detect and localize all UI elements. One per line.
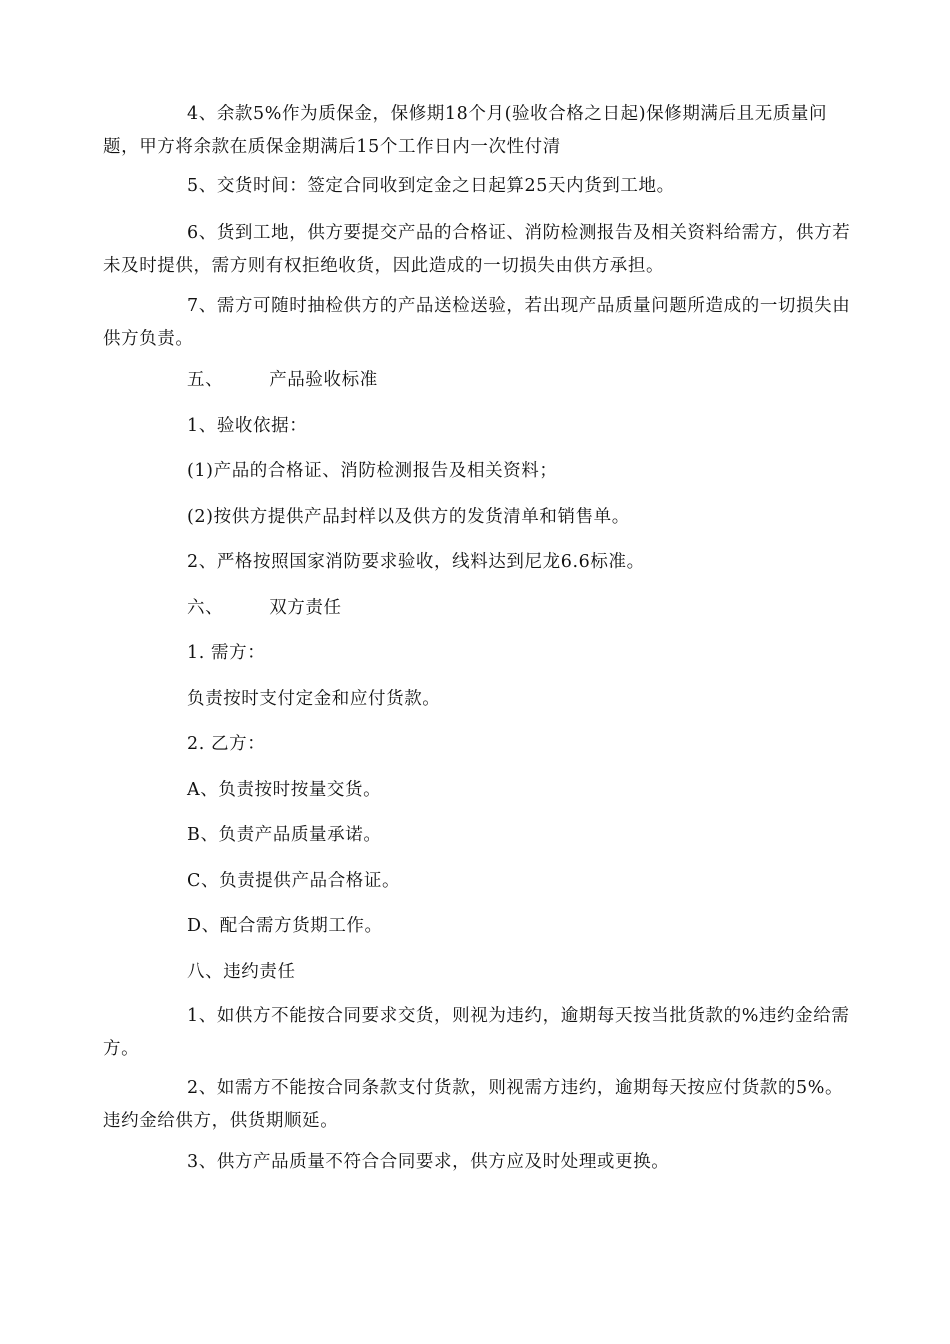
list-item: 2. 乙方：: [187, 734, 266, 754]
section-number: 五、: [187, 370, 224, 390]
section-heading-breach: 八、违约责任: [187, 962, 296, 982]
paragraph-quality-nonconformance: 3、供方产品质量不符合合同要求，供方应及时处理或更换。: [187, 1152, 670, 1172]
section-heading-responsibilities: [187, 592, 935, 625]
paragraph-buyer-breach: 2、如需方不能按合同条款支付货款，则视需方违约，逾期每天按应付货款的5%。违约金给供方，供货期顺延。: [103, 1078, 844, 1131]
section-number: 六、: [187, 598, 224, 618]
list-item: (1)产品的合格证、消防检测报告及相关资料；: [187, 461, 558, 481]
paragraph-delivery-time: 5、交货时间：签定合同收到定金之日起算25天内货到工地。: [187, 176, 675, 196]
list-item: D、配合需方货期工作。: [187, 916, 383, 936]
paragraph-retention-payment: 4、余款5%作为质保金，保修期18个月(验收合格之日起)保修期满后且无质量问题，甲方将余款在质保金期满后15个工作日内一次性付清: [103, 104, 828, 157]
list-item: C、负责提供产品合格证。: [187, 871, 401, 891]
list-item: B、负责产品质量承诺。: [187, 825, 382, 845]
list-item: A、负责按时按量交货。: [187, 780, 382, 800]
list-item: 2、严格按照国家消防要求验收，线料达到尼龙6.6标准。: [187, 552, 645, 572]
section-title: 双方责任: [269, 598, 342, 618]
paragraph-supplier-breach: 1、如供方不能按合同要求交货，则视为违约，逾期每天按当批货款的%违约金给需方。: [103, 1006, 850, 1059]
paragraph-spot-check: 7、需方可随时抽检供方的产品送检送验，若出现产品质量问题所造成的一切损失由供方负责。: [103, 296, 851, 349]
list-item: 1. 需方：: [187, 643, 266, 663]
paragraph-delivery-documents: 6、货到工地，供方要提交产品的合格证、消防检测报告及相关资料给需方，供方若未及时提供，需方则有权拒绝收货，因此造成的一切损失由供方承担。: [103, 223, 851, 276]
section-title: 产品验收标准: [269, 370, 378, 390]
list-item: 负责按时支付定金和应付货款。: [187, 689, 441, 709]
section-heading-acceptance: [187, 364, 935, 397]
list-item: (2)按供方提供产品封样以及供方的发货清单和销售单。: [187, 507, 630, 527]
list-item: 1、验收依据：: [187, 416, 308, 436]
